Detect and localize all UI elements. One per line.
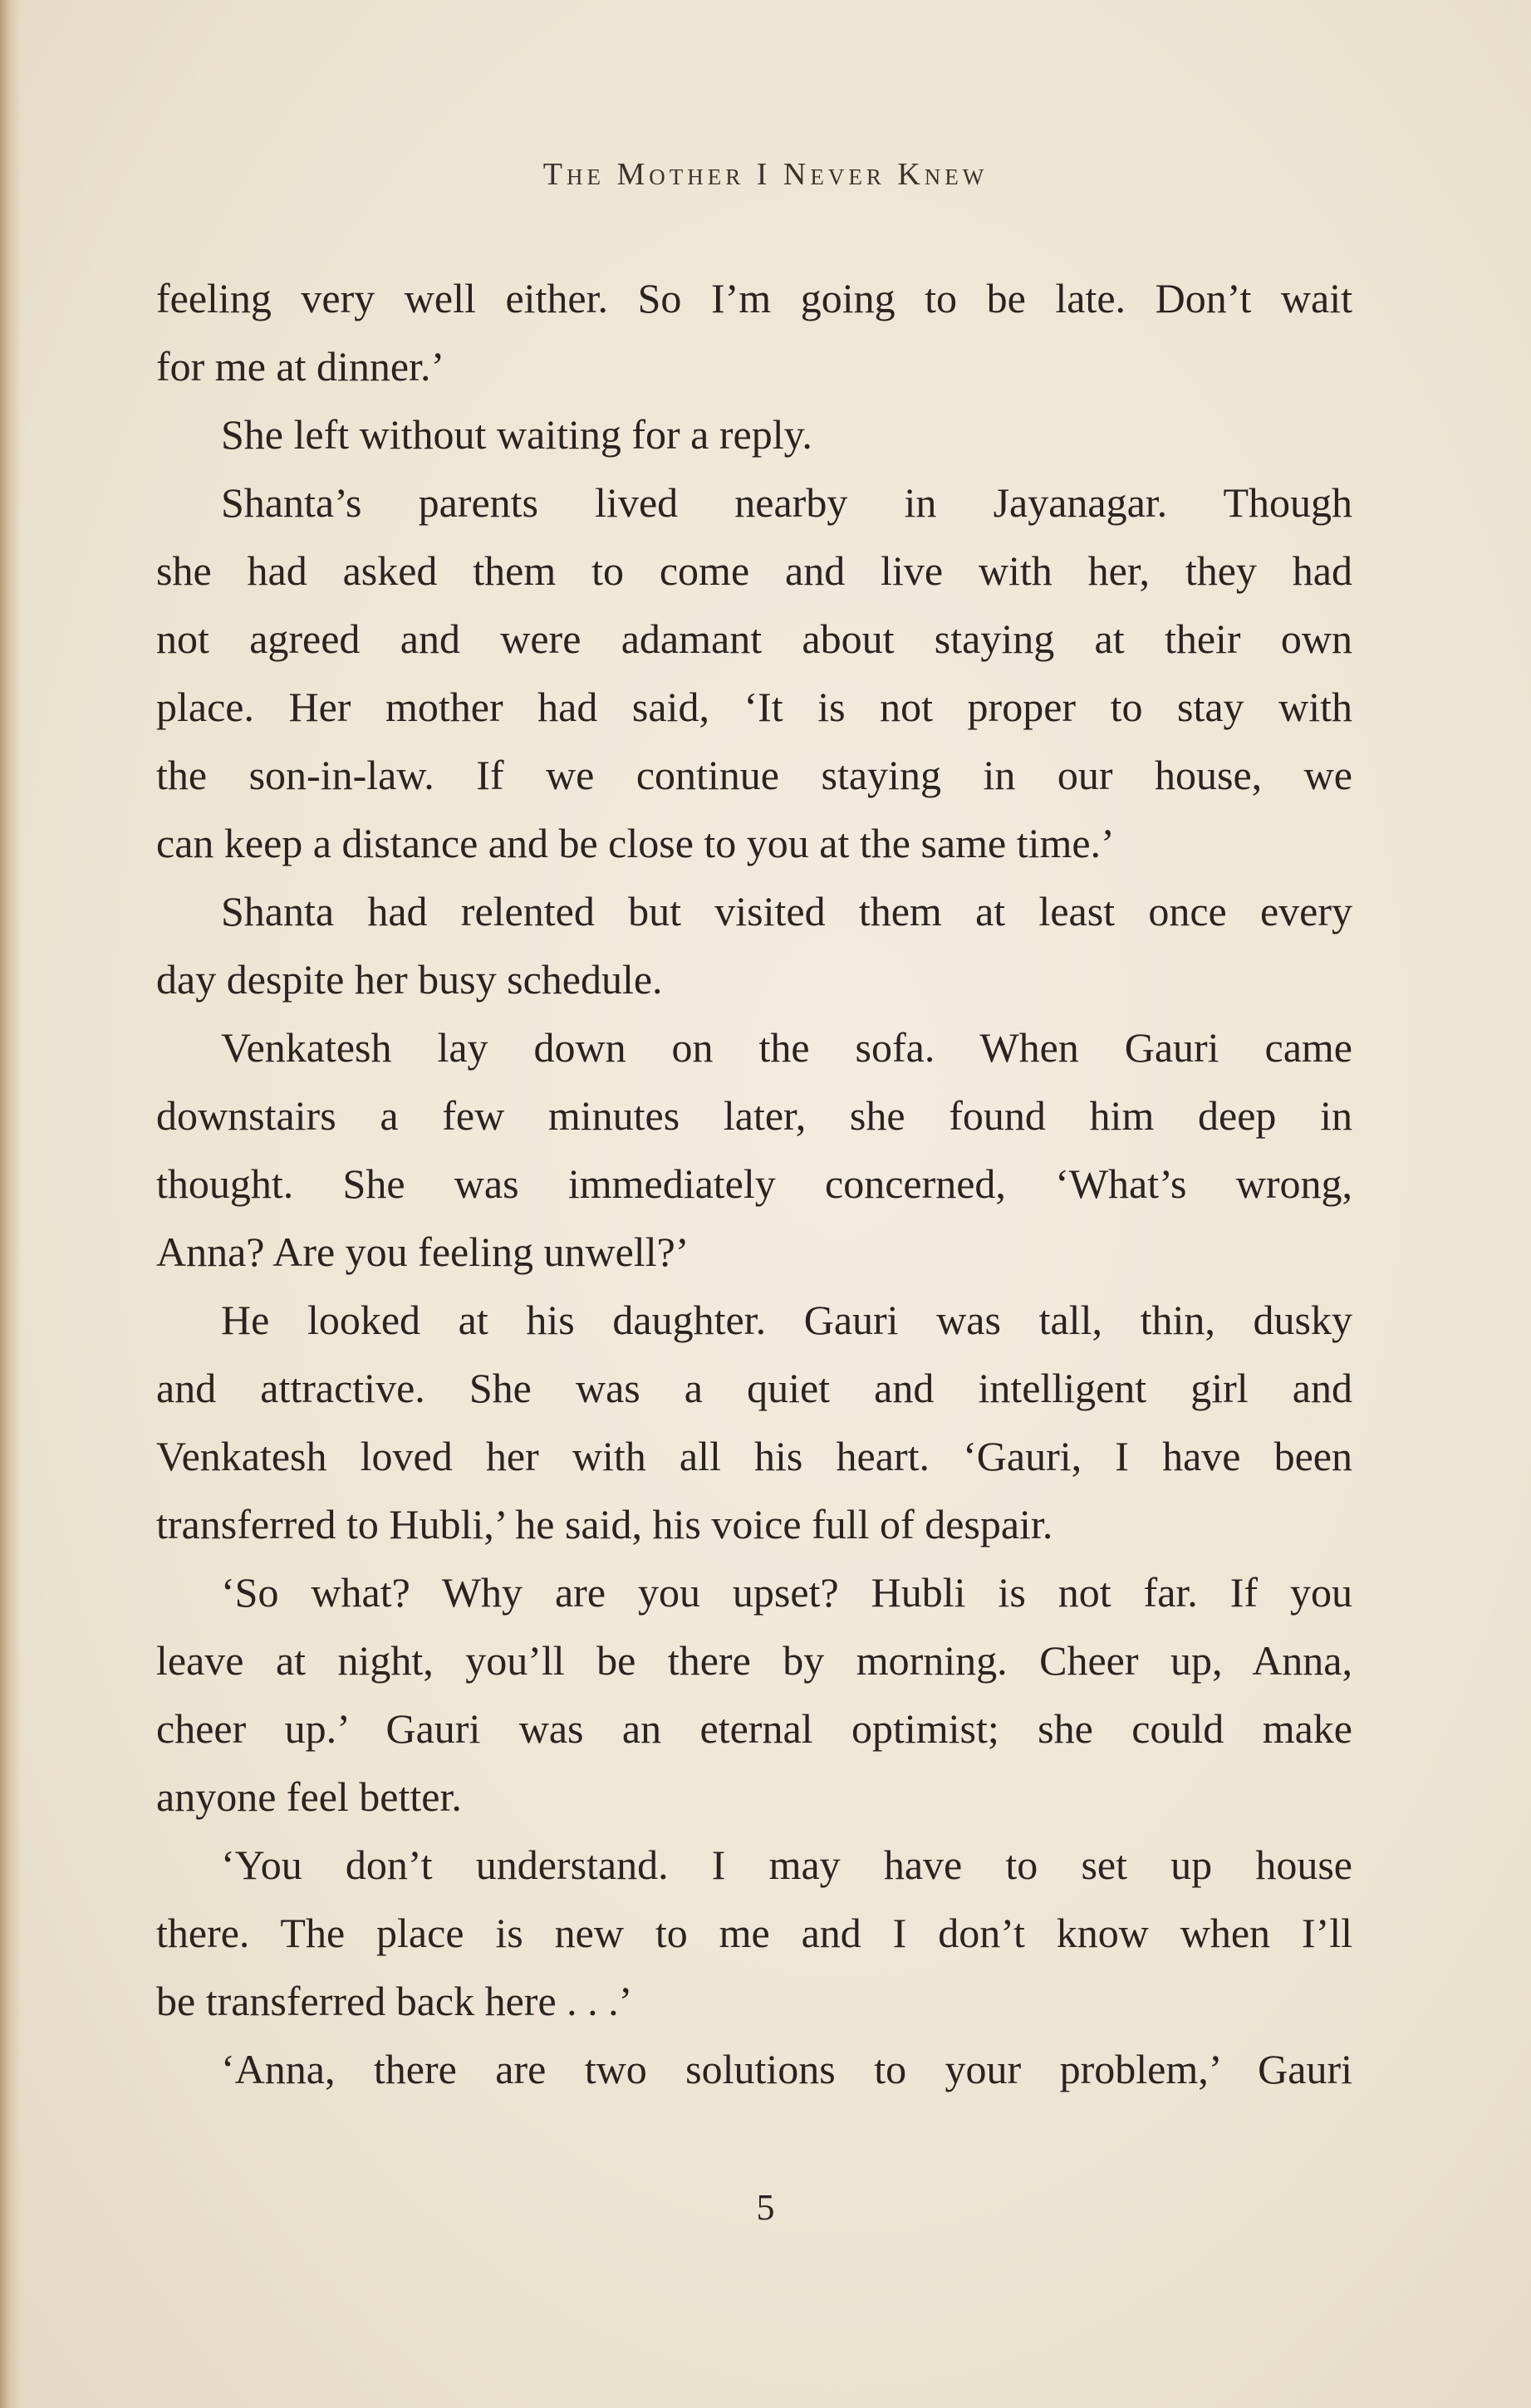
- text-line: He looked at his daughter. Gauri was tall, thin, dusky: [221, 1297, 1352, 1343]
- text-line: ‘So what? Why are you upset? Hubli is not far. If you: [221, 1569, 1352, 1616]
- text-line: Anna? Are you feeling unwell?’: [156, 1229, 689, 1275]
- text-line: place. Her mother had said, ‘It is not proper to stay with: [156, 684, 1352, 730]
- text-line: downstairs a few minutes later, she found him deep in: [156, 1092, 1352, 1139]
- text-line: she had asked them to come and live with her, they had: [156, 547, 1352, 594]
- text-line: ‘You don’t understand. I may have to set up house: [221, 1842, 1352, 1888]
- body-text: [156, 264, 1352, 2103]
- text-line: can keep a distance and be close to you at the same time.’: [156, 820, 1115, 866]
- text-line: cheer up.’ Gauri was an eternal optimist; she could make: [156, 1705, 1352, 1752]
- text-line: anyone feel better.: [156, 1773, 462, 1820]
- text-line: Venkatesh lay down on the sofa. When Gauri came: [221, 1024, 1352, 1071]
- text-line: for me at dinner.’: [156, 343, 445, 390]
- text-line: ‘Anna, there are two solutions to your problem,’ Gauri: [221, 2046, 1352, 2092]
- spine-shadow: [0, 0, 22, 2408]
- text-line: be transferred back here . . .’: [156, 1978, 633, 2024]
- text-line: the son-in-law. If we continue staying in our house, we: [156, 752, 1352, 798]
- text-line: leave at night, you’ll be there by morning. Cheer up, Anna,: [156, 1637, 1352, 1684]
- text-line: Shanta’s parents lived nearby in Jayanagar. Though: [221, 479, 1352, 526]
- text-line: there. The place is new to me and I don’t know when I’ll: [156, 1910, 1352, 1956]
- text-line: transferred to Hubli,’ he said, his voice full of despair.: [156, 1501, 1053, 1547]
- text-line: and attractive. She was a quiet and intelligent girl and: [156, 1365, 1352, 1411]
- text-line: Shanta had relented but visited them at least once every: [221, 888, 1352, 934]
- text-line: Venkatesh loved her with all his heart. ‘Gauri, I have been: [156, 1433, 1352, 1479]
- running-head: The Mother I Never Knew: [542, 157, 989, 192]
- text-line: She left without waiting for a reply.: [221, 411, 812, 458]
- text-line: feeling very well either. So I’m going to be late. Don’t wait: [156, 275, 1352, 321]
- text-line: thought. She was immediately concerned, ‘What’s wrong,: [156, 1160, 1352, 1207]
- text-line: not agreed and were adamant about staying at their own: [156, 615, 1352, 662]
- page-number: 5: [756, 2187, 775, 2228]
- text-line: day despite her busy schedule.: [156, 956, 663, 1003]
